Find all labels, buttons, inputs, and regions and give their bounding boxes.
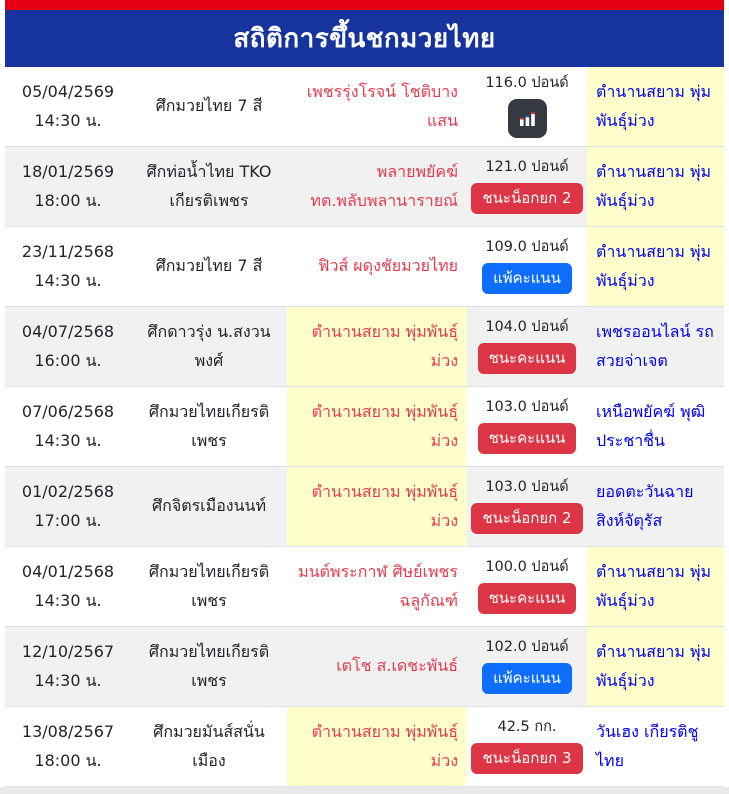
result-cell	[467, 467, 587, 546]
fight-row	[5, 467, 724, 547]
red-corner-fighter: เพชรรุ่งโรจน์ โชติบางแสน	[306, 81, 458, 130]
fight-date: 05/04/2569	[21, 81, 115, 101]
event-name: ศึกมวยไทยเกียรติเพชร	[148, 561, 270, 610]
fight-date-cell	[5, 387, 131, 466]
event-name: ศึกจิตรเมืองนนท์	[151, 496, 267, 516]
result-cell	[467, 67, 587, 146]
fight-weight: 100.0 ปอนด์	[485, 559, 569, 576]
fight-date: 04/01/2568	[21, 561, 115, 581]
red-corner-fighter: ตำนานสยาม พุ่มพันธุ์ม่วง	[287, 707, 467, 786]
result-badge: แพ้คะแนน	[482, 263, 572, 294]
fight-time: 18:00 น.	[34, 750, 102, 770]
fight-date: 07/06/2568	[21, 401, 115, 421]
fight-row	[5, 627, 724, 707]
event-name: ศึกมวยมันส์สนั่นเมือง	[153, 721, 265, 770]
fight-weight: 42.5 กก.	[497, 719, 557, 736]
result-badge: ชนะคะแนน	[478, 583, 577, 614]
fight-weight: 116.0 ปอนด์	[485, 75, 569, 92]
fight-date-cell	[5, 147, 131, 226]
result-badge: ชนะน็อกยก 2	[471, 503, 582, 534]
fight-weight: 109.0 ปอนด์	[485, 239, 569, 256]
result-badge: ชนะน็อกยก 3	[471, 743, 582, 774]
fight-date-cell	[5, 627, 131, 706]
blue-corner-fighter: ตำนานสยาม พุ่มพันธุ์ม่วง	[587, 227, 724, 306]
fight-date: 18/01/2569	[21, 161, 115, 181]
fight-weight: 103.0 ปอนด์	[485, 399, 569, 416]
fight-date: 12/10/2567	[21, 641, 115, 661]
fight-row	[5, 227, 724, 307]
top-red-stripe	[5, 0, 724, 10]
red-corner-fighter: เตโช ส.เดชะพันธ์	[336, 656, 458, 676]
result-badge: ชนะน็อกยก 2	[471, 183, 582, 214]
red-corner-fighter: ตำนานสยาม พุ่มพันธุ์ม่วง	[287, 467, 467, 546]
fight-time: 18:00 น.	[34, 190, 102, 210]
result-badge: แพ้คะแนน	[482, 663, 572, 694]
result-cell	[467, 147, 587, 226]
red-corner-fighter: ตำนานสยาม พุ่มพันธุ์ม่วง	[287, 307, 467, 386]
fight-date: 13/08/2567	[21, 721, 115, 741]
blue-corner-fighter: วันเฮง เกียรติชูไทย	[596, 721, 699, 770]
blue-corner-fighter: ตำนานสยาม พุ่มพันธุ์ม่วง	[587, 67, 724, 146]
red-corner-fighter: ตำนานสยาม พุ่มพันธุ์ม่วง	[287, 387, 467, 466]
blue-corner-fighter: ตำนานสยาม พุ่มพันธุ์ม่วง	[587, 627, 724, 706]
fight-time: 17:00 น.	[34, 510, 102, 530]
event-name: ศึกมวยไทย 7 สี	[155, 96, 263, 116]
blue-corner-fighter: ตำนานสยาม พุ่มพันธุ์ม่วง	[587, 547, 724, 626]
fight-row	[5, 547, 724, 627]
blue-corner-fighter: เพชรออนไลน์ รถสวยจ่าเจต	[596, 321, 714, 370]
event-name: ศึกมวยไทยเกียรติเพชร	[148, 401, 270, 450]
fight-date-cell	[5, 467, 131, 546]
title-bar	[5, 10, 724, 67]
fight-date-cell	[5, 227, 131, 306]
blue-corner-fighter: เหนือพยัคฆ์ พุฒิประชาชื่น	[596, 401, 706, 450]
fight-row	[5, 67, 724, 147]
result-cell	[467, 707, 587, 786]
red-corner-fighter: พลายพยัคฆ์ ทต.พลับพลานารายณ์	[310, 161, 458, 210]
fight-row	[5, 147, 724, 227]
fight-time: 14:30 น.	[34, 590, 102, 610]
fight-date-cell	[5, 67, 131, 146]
fight-date: 23/11/2568	[21, 241, 115, 261]
fight-row	[5, 707, 724, 787]
result-badge: ชนะคะแนน	[478, 343, 577, 374]
fight-weight: 104.0 ปอนด์	[485, 319, 569, 336]
event-name: ศึกดาวรุ่ง น.สงวนพงศ์	[147, 321, 271, 370]
fight-date-cell	[5, 707, 131, 786]
fight-time: 14:30 น.	[34, 270, 102, 290]
result-cell	[467, 307, 587, 386]
fight-date: 04/07/2568	[21, 321, 115, 341]
red-corner-fighter: มนต์พระกาฬ ศิษย์เพชรฉลูกัณฑ์	[298, 561, 458, 610]
event-name: ศึกท่อน้ำไทย TKO เกียรติเพชร	[146, 161, 272, 210]
result-badge: ชนะคะแนน	[478, 423, 577, 454]
fight-row	[5, 387, 724, 467]
result-cell	[467, 627, 587, 706]
event-name: ศึกมวยไทย 7 สี	[155, 256, 263, 276]
fight-weight: 102.0 ปอนด์	[485, 639, 569, 656]
fight-history-table	[5, 67, 724, 787]
fight-weight: 121.0 ปอนด์	[485, 159, 569, 176]
page-header	[5, 0, 724, 67]
result-cell	[467, 547, 587, 626]
fight-time: 16:00 น.	[34, 350, 102, 370]
result-cell	[467, 387, 587, 466]
blue-corner-fighter: ตำนานสยาม พุ่มพันธุ์ม่วง	[587, 147, 724, 226]
fight-date-cell	[5, 547, 131, 626]
bar-chart-icon[interactable]	[508, 99, 547, 138]
fight-weight: 103.0 ปอนด์	[485, 479, 569, 496]
red-corner-fighter: ฟิวส์ ผดุงชัยมวยไทย	[318, 256, 458, 276]
event-name: ศึกมวยไทยเกียรติเพชร	[148, 641, 270, 690]
fight-row	[5, 307, 724, 387]
blue-corner-fighter: ยอดตะวันฉาย สิงห์จัตุรัส	[596, 481, 694, 530]
fight-time: 14:30 น.	[34, 110, 102, 130]
fight-date-cell	[5, 307, 131, 386]
result-cell	[467, 227, 587, 306]
fight-time: 14:30 น.	[34, 670, 102, 690]
fight-date: 01/02/2568	[21, 481, 115, 501]
fight-time: 14:30 น.	[34, 430, 102, 450]
page-title: สถิติการขึ้นชกมวยไทย	[233, 24, 496, 54]
